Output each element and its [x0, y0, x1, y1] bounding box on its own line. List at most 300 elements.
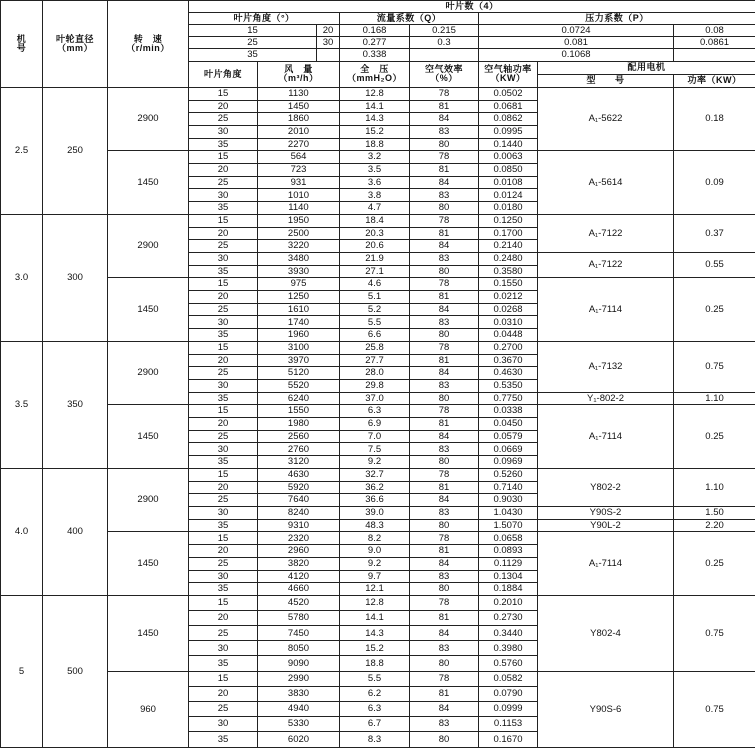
motor-power: 0.75 — [674, 671, 755, 747]
header-machine-no-line: 号 — [16, 42, 27, 53]
air-volume: 5920 — [258, 481, 340, 494]
shaft-power: 0.0063 — [479, 151, 538, 164]
shaft-power: 0.0450 — [479, 418, 538, 431]
blade-angle: 15 — [189, 468, 258, 481]
motor-model: Y802-4 — [538, 595, 674, 671]
blade-angle: 15 — [189, 341, 258, 354]
efficiency: 78 — [410, 214, 479, 227]
total-pressure: 7.0 — [340, 430, 410, 443]
total-pressure: 27.1 — [340, 265, 410, 278]
blade-angle: 20 — [189, 227, 258, 240]
shaft-power: 0.1129 — [479, 557, 538, 570]
blade-angle: 20 — [189, 545, 258, 558]
efficiency: 83 — [410, 189, 479, 202]
table-row — [1, 278, 755, 291]
air-volume: 1740 — [258, 316, 340, 329]
header-shaft-power — [479, 61, 538, 87]
air-volume: 975 — [258, 278, 340, 291]
air-volume: 5330 — [258, 717, 340, 732]
shaft-power: 0.3980 — [479, 641, 538, 656]
motor-model: Y90S-2 — [538, 507, 674, 520]
motor-model: A₁-5622 — [538, 87, 674, 151]
efficiency: 80 — [410, 392, 479, 405]
efficiency: 84 — [410, 430, 479, 443]
total-pressure: 39.0 — [340, 507, 410, 520]
header-impeller-diameter-line: 叶轮直径 — [55, 33, 94, 44]
motor-power: 0.25 — [674, 405, 755, 469]
coef-pressure-b: 0.0861 — [674, 37, 755, 49]
shaft-power: 0.0862 — [479, 113, 538, 126]
shaft-power: 0.1550 — [479, 278, 538, 291]
total-pressure: 15.2 — [340, 125, 410, 138]
blade-angle: 25 — [189, 176, 258, 189]
shaft-power: 1.0430 — [479, 507, 538, 520]
blade-angle: 35 — [189, 732, 258, 748]
motor-power: 1.10 — [674, 468, 755, 506]
header-air-volume — [258, 61, 340, 87]
total-pressure: 5.2 — [340, 303, 410, 316]
total-pressure: 29.8 — [340, 379, 410, 392]
blade-angle: 35 — [189, 519, 258, 532]
air-volume: 5120 — [258, 367, 340, 380]
total-pressure: 28.0 — [340, 367, 410, 380]
machine-no: 2.5 — [1, 87, 43, 214]
efficiency: 80 — [410, 656, 479, 671]
air-volume: 2270 — [258, 138, 340, 151]
air-volume: 1960 — [258, 329, 340, 342]
shaft-power: 0.0180 — [479, 202, 538, 215]
total-pressure: 14.1 — [340, 611, 410, 626]
table-row — [1, 532, 755, 545]
motor-model: Y₁-802-2 — [538, 392, 674, 405]
blade-angle: 15 — [189, 671, 258, 686]
impeller-diameter: 350 — [43, 341, 108, 468]
total-pressure: 3.8 — [340, 189, 410, 202]
header-shaft-power-line: 空气轴功率 — [484, 64, 532, 75]
efficiency: 78 — [410, 532, 479, 545]
total-pressure: 6.3 — [340, 405, 410, 418]
blade-angle: 20 — [189, 354, 258, 367]
total-pressure: 18.8 — [340, 656, 410, 671]
efficiency: 84 — [410, 303, 479, 316]
blade-angle: 15 — [189, 87, 258, 100]
blade-angle: 25 — [189, 367, 258, 380]
shaft-power: 0.0669 — [479, 443, 538, 456]
shaft-power: 0.1884 — [479, 583, 538, 596]
motor-model: Y802-2 — [538, 468, 674, 506]
blade-angle: 30 — [189, 189, 258, 202]
efficiency: 81 — [410, 100, 479, 113]
blade-angle: 30 — [189, 443, 258, 456]
blade-angle: 30 — [189, 717, 258, 732]
total-pressure: 14.3 — [340, 113, 410, 126]
efficiency: 80 — [410, 202, 479, 215]
header-blade-count: 叶片数（4） — [189, 1, 755, 13]
total-pressure: 7.5 — [340, 443, 410, 456]
header-motor-power: 功率（KW） — [674, 74, 755, 87]
air-volume: 1950 — [258, 214, 340, 227]
shaft-power: 0.0995 — [479, 125, 538, 138]
shaft-power: 0.9030 — [479, 494, 538, 507]
efficiency: 81 — [410, 164, 479, 177]
total-pressure: 6.3 — [340, 701, 410, 716]
total-pressure: 12.1 — [340, 583, 410, 596]
blade-angle: 25 — [189, 494, 258, 507]
motor-power: 1.10 — [674, 392, 755, 405]
shaft-power: 0.0681 — [479, 100, 538, 113]
air-volume: 4630 — [258, 468, 340, 481]
blade-angle: 25 — [189, 430, 258, 443]
blade-angle: 30 — [189, 507, 258, 520]
blade-angle: 20 — [189, 611, 258, 626]
air-volume: 3480 — [258, 252, 340, 265]
table-row — [1, 341, 755, 354]
motor-model: A₁-7114 — [538, 405, 674, 469]
table-row — [1, 1, 755, 13]
efficiency: 83 — [410, 507, 479, 520]
air-volume: 6240 — [258, 392, 340, 405]
motor-model: A₁-5614 — [538, 151, 674, 215]
air-volume: 3100 — [258, 341, 340, 354]
efficiency: 80 — [410, 519, 479, 532]
shaft-power: 0.0893 — [479, 545, 538, 558]
speed: 2900 — [108, 341, 189, 405]
efficiency: 84 — [410, 176, 479, 189]
blade-angle: 20 — [189, 418, 258, 431]
air-volume: 5520 — [258, 379, 340, 392]
air-volume: 1250 — [258, 291, 340, 304]
efficiency: 81 — [410, 227, 479, 240]
machine-no: 4.0 — [1, 468, 43, 595]
blade-angle: 20 — [189, 100, 258, 113]
coef-angle-a: 15 — [189, 25, 317, 37]
header-impeller-diameter-line: （mm） — [56, 42, 93, 53]
efficiency: 78 — [410, 87, 479, 100]
header-efficiency-line: 空气效率 — [424, 64, 463, 75]
shaft-power: 0.0310 — [479, 316, 538, 329]
table-row — [1, 214, 755, 227]
efficiency: 81 — [410, 354, 479, 367]
air-volume: 8240 — [258, 507, 340, 520]
air-volume: 723 — [258, 164, 340, 177]
impeller-diameter: 300 — [43, 214, 108, 341]
blade-angle: 30 — [189, 252, 258, 265]
efficiency: 78 — [410, 468, 479, 481]
total-pressure: 9.0 — [340, 545, 410, 558]
air-volume: 3220 — [258, 240, 340, 253]
total-pressure: 36.6 — [340, 494, 410, 507]
impeller-diameter: 500 — [43, 595, 108, 747]
total-pressure: 9.7 — [340, 570, 410, 583]
motor-power: 0.55 — [674, 252, 755, 277]
total-pressure: 15.2 — [340, 641, 410, 656]
total-pressure: 25.8 — [340, 341, 410, 354]
efficiency: 83 — [410, 316, 479, 329]
header-blade-angle-deg: 叶片角度（°） — [189, 13, 340, 25]
motor-power: 0.37 — [674, 214, 755, 252]
total-pressure: 9.2 — [340, 557, 410, 570]
header-air-volume-line: 风 量 — [284, 64, 313, 75]
motor-power: 0.09 — [674, 151, 755, 215]
efficiency: 81 — [410, 291, 479, 304]
air-volume: 4520 — [258, 595, 340, 610]
efficiency: 83 — [410, 570, 479, 583]
motor-model: A₁-7114 — [538, 532, 674, 596]
blade-angle: 15 — [189, 278, 258, 291]
speed: 1450 — [108, 278, 189, 342]
efficiency: 83 — [410, 717, 479, 732]
efficiency: 83 — [410, 641, 479, 656]
impeller-diameter: 250 — [43, 87, 108, 214]
table-row — [1, 405, 755, 418]
efficiency: 81 — [410, 481, 479, 494]
total-pressure: 4.7 — [340, 202, 410, 215]
shaft-power: 0.0124 — [479, 189, 538, 202]
blade-angle: 15 — [189, 214, 258, 227]
blade-angle: 25 — [189, 701, 258, 716]
shaft-power: 0.0969 — [479, 456, 538, 469]
shaft-power: 0.1250 — [479, 214, 538, 227]
shaft-power: 0.1440 — [479, 138, 538, 151]
efficiency: 81 — [410, 545, 479, 558]
total-pressure: 14.1 — [340, 100, 410, 113]
total-pressure: 18.4 — [340, 214, 410, 227]
blade-angle: 15 — [189, 151, 258, 164]
efficiency: 80 — [410, 265, 479, 278]
speed: 1450 — [108, 151, 189, 215]
blade-angle: 35 — [189, 202, 258, 215]
air-volume: 931 — [258, 176, 340, 189]
blade-angle: 35 — [189, 329, 258, 342]
air-volume: 1860 — [258, 113, 340, 126]
efficiency: 84 — [410, 494, 479, 507]
shaft-power: 0.3580 — [479, 265, 538, 278]
motor-power: 1.50 — [674, 507, 755, 520]
machine-no: 3.0 — [1, 214, 43, 341]
shaft-power: 0.2140 — [479, 240, 538, 253]
air-volume: 1550 — [258, 405, 340, 418]
table-row — [1, 468, 755, 481]
air-volume: 3120 — [258, 456, 340, 469]
shaft-power: 0.0658 — [479, 532, 538, 545]
shaft-power: 0.3670 — [479, 354, 538, 367]
shaft-power: 0.1670 — [479, 732, 538, 748]
header-efficiency-line: （%） — [430, 73, 458, 84]
speed: 2900 — [108, 87, 189, 151]
shaft-power: 0.5260 — [479, 468, 538, 481]
air-volume: 7640 — [258, 494, 340, 507]
efficiency: 83 — [410, 252, 479, 265]
table-row — [1, 595, 755, 610]
efficiency: 84 — [410, 626, 479, 641]
total-pressure: 3.2 — [340, 151, 410, 164]
efficiency: 78 — [410, 405, 479, 418]
shaft-power: 0.0212 — [479, 291, 538, 304]
air-volume: 5780 — [258, 611, 340, 626]
header-speed — [108, 1, 189, 88]
efficiency: 80 — [410, 583, 479, 596]
shaft-power: 0.2480 — [479, 252, 538, 265]
blade-angle: 25 — [189, 557, 258, 570]
coef-pressure-a: 0.0724 — [479, 25, 674, 37]
air-volume: 4120 — [258, 570, 340, 583]
shaft-power: 0.4630 — [479, 367, 538, 380]
blade-angle: 15 — [189, 595, 258, 610]
total-pressure: 36.2 — [340, 481, 410, 494]
efficiency: 84 — [410, 113, 479, 126]
blade-angle: 20 — [189, 481, 258, 494]
blade-angle: 35 — [189, 456, 258, 469]
air-volume: 3930 — [258, 265, 340, 278]
air-volume: 1130 — [258, 87, 340, 100]
air-volume: 2560 — [258, 430, 340, 443]
total-pressure: 14.3 — [340, 626, 410, 641]
efficiency: 84 — [410, 701, 479, 716]
air-volume: 2320 — [258, 532, 340, 545]
speed: 1450 — [108, 405, 189, 469]
shaft-power: 0.0579 — [479, 430, 538, 443]
efficiency: 83 — [410, 379, 479, 392]
blade-angle: 20 — [189, 291, 258, 304]
efficiency: 78 — [410, 341, 479, 354]
air-volume: 1980 — [258, 418, 340, 431]
total-pressure: 3.6 — [340, 176, 410, 189]
speed: 2900 — [108, 214, 189, 278]
header-total-pressure-line: 全 压 — [360, 64, 389, 75]
air-volume: 3820 — [258, 557, 340, 570]
header-speed-line: 转 速 — [133, 33, 163, 44]
air-volume: 4660 — [258, 583, 340, 596]
blade-angle: 35 — [189, 392, 258, 405]
total-pressure: 6.2 — [340, 686, 410, 701]
air-volume: 564 — [258, 151, 340, 164]
header-machine-no-line: 机 — [16, 33, 27, 44]
efficiency: 81 — [410, 418, 479, 431]
total-pressure: 3.5 — [340, 164, 410, 177]
motor-power: 0.25 — [674, 532, 755, 596]
air-volume: 4940 — [258, 701, 340, 716]
blade-angle: 20 — [189, 164, 258, 177]
total-pressure: 6.9 — [340, 418, 410, 431]
shaft-power: 0.5350 — [479, 379, 538, 392]
blade-angle: 30 — [189, 316, 258, 329]
shaft-power: 0.2010 — [479, 595, 538, 610]
efficiency: 80 — [410, 732, 479, 748]
coef-flow-a: 0.168 — [340, 25, 410, 37]
air-volume: 1450 — [258, 100, 340, 113]
air-volume: 2990 — [258, 671, 340, 686]
header-blade-angle: 叶片角度 — [189, 61, 258, 87]
motor-power: 0.75 — [674, 341, 755, 392]
blade-angle: 25 — [189, 303, 258, 316]
air-volume: 9310 — [258, 519, 340, 532]
blade-angle: 35 — [189, 265, 258, 278]
efficiency: 81 — [410, 686, 479, 701]
coef-pressure-a: 0.081 — [479, 37, 674, 49]
motor-model: A₁-7122 — [538, 252, 674, 277]
efficiency: 81 — [410, 611, 479, 626]
motor-power: 0.25 — [674, 278, 755, 342]
total-pressure: 20.3 — [340, 227, 410, 240]
efficiency: 84 — [410, 367, 479, 380]
total-pressure: 5.5 — [340, 671, 410, 686]
blade-angle: 35 — [189, 138, 258, 151]
blade-angle: 15 — [189, 532, 258, 545]
coef-angle-a: 25 — [189, 37, 317, 49]
shaft-power: 0.2700 — [479, 341, 538, 354]
impeller-diameter: 400 — [43, 468, 108, 595]
blade-angle: 35 — [189, 583, 258, 596]
air-volume: 6020 — [258, 732, 340, 748]
motor-model: Y90L-2 — [538, 519, 674, 532]
air-volume: 7450 — [258, 626, 340, 641]
header-shaft-power-line: （KW） — [490, 73, 526, 84]
air-volume: 2500 — [258, 227, 340, 240]
coef-angle-b — [317, 49, 340, 61]
shaft-power: 0.7140 — [479, 481, 538, 494]
air-volume: 3970 — [258, 354, 340, 367]
total-pressure: 48.3 — [340, 519, 410, 532]
coef-flow-b — [410, 49, 479, 61]
shaft-power: 0.0790 — [479, 686, 538, 701]
shaft-power: 0.0448 — [479, 329, 538, 342]
motor-model: Y90S-6 — [538, 671, 674, 747]
blade-angle: 25 — [189, 240, 258, 253]
header-speed-line: （r/min） — [126, 42, 170, 53]
blade-angle: 30 — [189, 641, 258, 656]
coef-angle-b: 30 — [317, 37, 340, 49]
total-pressure: 27.7 — [340, 354, 410, 367]
total-pressure: 20.6 — [340, 240, 410, 253]
header-air-volume-line: （m³/h） — [278, 73, 319, 84]
motor-model: A₁-7122 — [538, 214, 674, 252]
table-row — [1, 87, 755, 100]
motor-power: 2.20 — [674, 519, 755, 532]
efficiency: 80 — [410, 329, 479, 342]
air-volume: 2960 — [258, 545, 340, 558]
coef-pressure-b — [674, 49, 755, 61]
coef-pressure-b: 0.08 — [674, 25, 755, 37]
header-motor: 配用电机 — [538, 61, 755, 74]
total-pressure: 8.3 — [340, 732, 410, 748]
header-flow-coefficient: 流量系数（Q） — [340, 13, 479, 25]
shaft-power: 0.0338 — [479, 405, 538, 418]
speed: 960 — [108, 671, 189, 747]
shaft-power: 0.0999 — [479, 701, 538, 716]
blade-angle: 35 — [189, 656, 258, 671]
shaft-power: 0.1153 — [479, 717, 538, 732]
efficiency: 78 — [410, 671, 479, 686]
efficiency: 80 — [410, 456, 479, 469]
total-pressure: 4.6 — [340, 278, 410, 291]
coef-flow-a: 0.338 — [340, 49, 410, 61]
speed: 1450 — [108, 532, 189, 596]
machine-no: 5 — [1, 595, 43, 747]
header-impeller-diameter — [43, 1, 108, 88]
total-pressure: 12.8 — [340, 595, 410, 610]
coef-angle-a: 35 — [189, 49, 317, 61]
coef-pressure-a: 0.1068 — [479, 49, 674, 61]
table-row — [1, 151, 755, 164]
header-total-pressure-line: （mmH₂O） — [346, 73, 402, 84]
total-pressure: 32.7 — [340, 468, 410, 481]
efficiency: 78 — [410, 595, 479, 610]
air-volume: 1140 — [258, 202, 340, 215]
efficiency: 84 — [410, 240, 479, 253]
blade-angle: 25 — [189, 113, 258, 126]
blade-angle: 30 — [189, 379, 258, 392]
header-total-pressure — [340, 61, 410, 87]
